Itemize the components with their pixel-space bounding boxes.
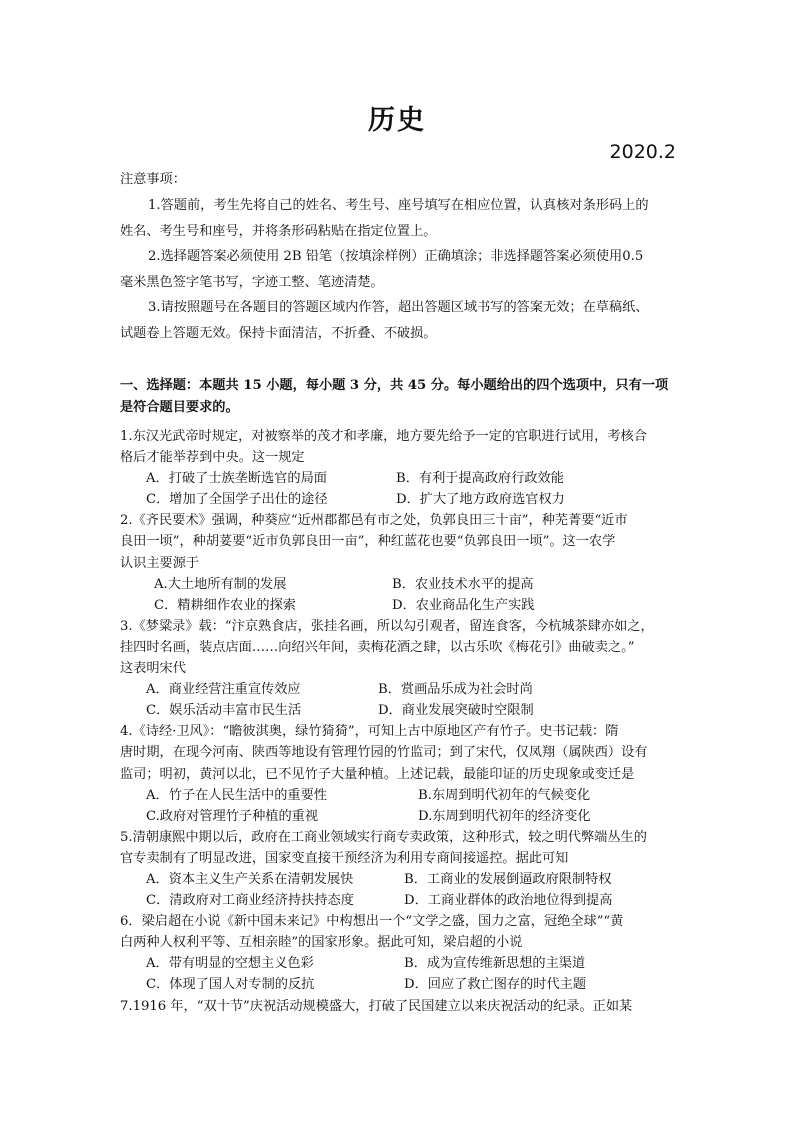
option-c: C．清政府对工商业经济持扶持态度 bbox=[146, 893, 354, 909]
question-stem: 监司；明初，黄河以北，已不见竹子大量种植。上述记载，最能印证的历史现象或变迁是 bbox=[120, 766, 635, 782]
questions bbox=[120, 426, 676, 1017]
option-d: D．回应了救亡图存的时代主题 bbox=[404, 977, 587, 993]
question-stem: 唐时期，在现今河南、陕西等地设有管理竹园的竹监司；到了宋代，仅凤翔（属陕西）设有 bbox=[120, 745, 648, 761]
option-d: D．商业发展突破时空限制 bbox=[378, 703, 534, 719]
section-line: 一、选择题：本题共 15 小题，每小题 3 分，共 45 分。每小题给出的四个选项中，只有一项 bbox=[120, 378, 669, 393]
question-stem: 认识主要源于 bbox=[120, 555, 200, 571]
option-c: C.政府对管理竹子种植的重视 bbox=[146, 808, 319, 824]
option-row bbox=[120, 785, 676, 806]
option-row bbox=[120, 468, 676, 489]
option-row bbox=[120, 890, 676, 911]
question-stem: 3.《梦粱录》载：“汴京熟食店，张挂名画，所以勾引观者，留连食客，今杭城茶肆亦如之， bbox=[120, 618, 654, 634]
question-stem: 5.清朝康熙中期以后，政府在工商业领域实行商专卖政策，这种形式，较之明代弊端丛生的 bbox=[120, 829, 647, 845]
notice-line: 姓名、考生号和座号，并将条形码粘贴在指定位置上。 bbox=[120, 223, 437, 239]
section-heading bbox=[120, 375, 676, 419]
option-a: A.大土地所有制的发展 bbox=[154, 576, 287, 592]
question-stem: 格后才能举荐到中央。这一规定 bbox=[120, 450, 305, 466]
option-b: B.东周到明代初年的气候变化 bbox=[418, 787, 591, 803]
option-row bbox=[120, 806, 676, 827]
question-stem: 良田一顷”，种胡荽要“近市负郭良田一亩”，种红蓝花也要“负郭良田一顷”。这一农学 bbox=[120, 534, 616, 550]
question-stem: 2.《齐民要术》强调，种葵应“近州郡都邑有市之处，负郭良田三十亩”，种芜菁要“近市 bbox=[120, 513, 628, 529]
option-row bbox=[120, 869, 676, 890]
notice-line: 1.答题前，考生先将自己的姓名、考生号、座号填写在相应位置，认真核对条形码上的 bbox=[148, 198, 649, 213]
option-a: A．带有明显的空想主义色彩 bbox=[146, 956, 314, 972]
option-a: A．资本主义生产关系在清朝发展快 bbox=[146, 871, 354, 887]
question-stem: 这表明宋代 bbox=[120, 661, 186, 677]
option-d: D.东周到明代初年的经济变化 bbox=[418, 808, 591, 824]
notice-line: 试题卷上答题无效。保持卡面清洁，不折叠、不破损。 bbox=[120, 325, 437, 341]
notice-section bbox=[120, 170, 676, 190]
option-row bbox=[120, 489, 676, 510]
section-line: 是符合题目要求的。 bbox=[120, 400, 239, 415]
option-d: D．工商业群体的政治地位得到提高 bbox=[404, 893, 613, 909]
question-stem: 1.东汉光武帝时规定，对被察举的茂才和孝廉，地方要先给予一定的官职进行试用，考核合 bbox=[120, 429, 647, 444]
option-row bbox=[120, 595, 676, 616]
notice-heading: 注意事项： bbox=[120, 172, 186, 187]
question-stem: 官专卖制有了明显改进，国家变直接干预经济为利用专商间接遥控。据此可知 bbox=[120, 850, 569, 866]
option-row bbox=[120, 974, 676, 995]
option-c: C．增加了全国学子出仕的途径 bbox=[146, 492, 328, 508]
question-stem: 6．梁启超在小说《新中国未来记》中构想出一个“文学之盛，国力之富，冠绝全球”“黄 bbox=[120, 914, 624, 930]
option-row bbox=[120, 574, 676, 595]
notice-line: 2.选择题答案必须使用 2B 铅笔（按填涂样例）正确填涂；非选择题答案必须使用0.5 bbox=[148, 249, 644, 264]
option-row bbox=[120, 679, 676, 700]
option-b: B．成为宣传维新思想的主渠道 bbox=[404, 956, 586, 972]
option-d: D．扩大了地方政府选官权力 bbox=[396, 492, 565, 508]
option-c: C．娱乐活动丰富市民生活 bbox=[146, 703, 302, 719]
option-row bbox=[120, 953, 676, 974]
option-a: A．打破了士族垄断选官的局面 bbox=[146, 471, 327, 487]
question-stem: 挂四时名画，装点店面……向绍兴年间，卖梅花酒之肆，以古乐吹《梅花引》曲破卖之。” bbox=[120, 639, 635, 655]
option-a: A．商业经营注重宣传效应 bbox=[146, 682, 301, 698]
option-b: B．有利于提高政府行政效能 bbox=[396, 471, 564, 487]
question-stem: 白两种人权利平等、互相亲睦”的国家形象。据此可知，梁启超的小说 bbox=[120, 935, 523, 951]
question-stem: 4.《诗经·卫风》：“瞻彼淇奥，绿竹猗猗”，可知上古中原地区产有竹子。史书记载：隋 bbox=[120, 724, 619, 740]
option-row bbox=[120, 700, 676, 721]
question-stem: 7.1916 年，“双十节”庆祝活动规模盛大，打破了民国建立以来庆祝活动的纪录。正如某 bbox=[120, 998, 633, 1014]
option-b: B．工商业的发展倒逼政府限制特权 bbox=[404, 871, 612, 887]
option-b: B．赏画品乐成为社会时尚 bbox=[378, 682, 533, 698]
notice-body bbox=[120, 193, 676, 346]
page-title: 历史 bbox=[368, 105, 426, 136]
option-d: D．农业商品化生产实践 bbox=[392, 597, 535, 613]
option-b: B．农业技术水平的提高 bbox=[392, 576, 534, 592]
option-a: A．竹子在人民生活中的重要性 bbox=[146, 787, 327, 803]
exam-date: 2020.2 bbox=[609, 141, 676, 163]
option-c: C．体现了国人对专制的反抗 bbox=[146, 977, 315, 993]
notice-line: 毫米黑色签字笔书写，字迹工整、笔迹清楚。 bbox=[120, 274, 384, 290]
notice-line: 3.请按照题号在各题目的答题区域内作答，超出答题区域书写的答案无效；在草稿纸、 bbox=[148, 300, 649, 315]
option-c: C．精耕细作农业的探索 bbox=[154, 597, 296, 613]
